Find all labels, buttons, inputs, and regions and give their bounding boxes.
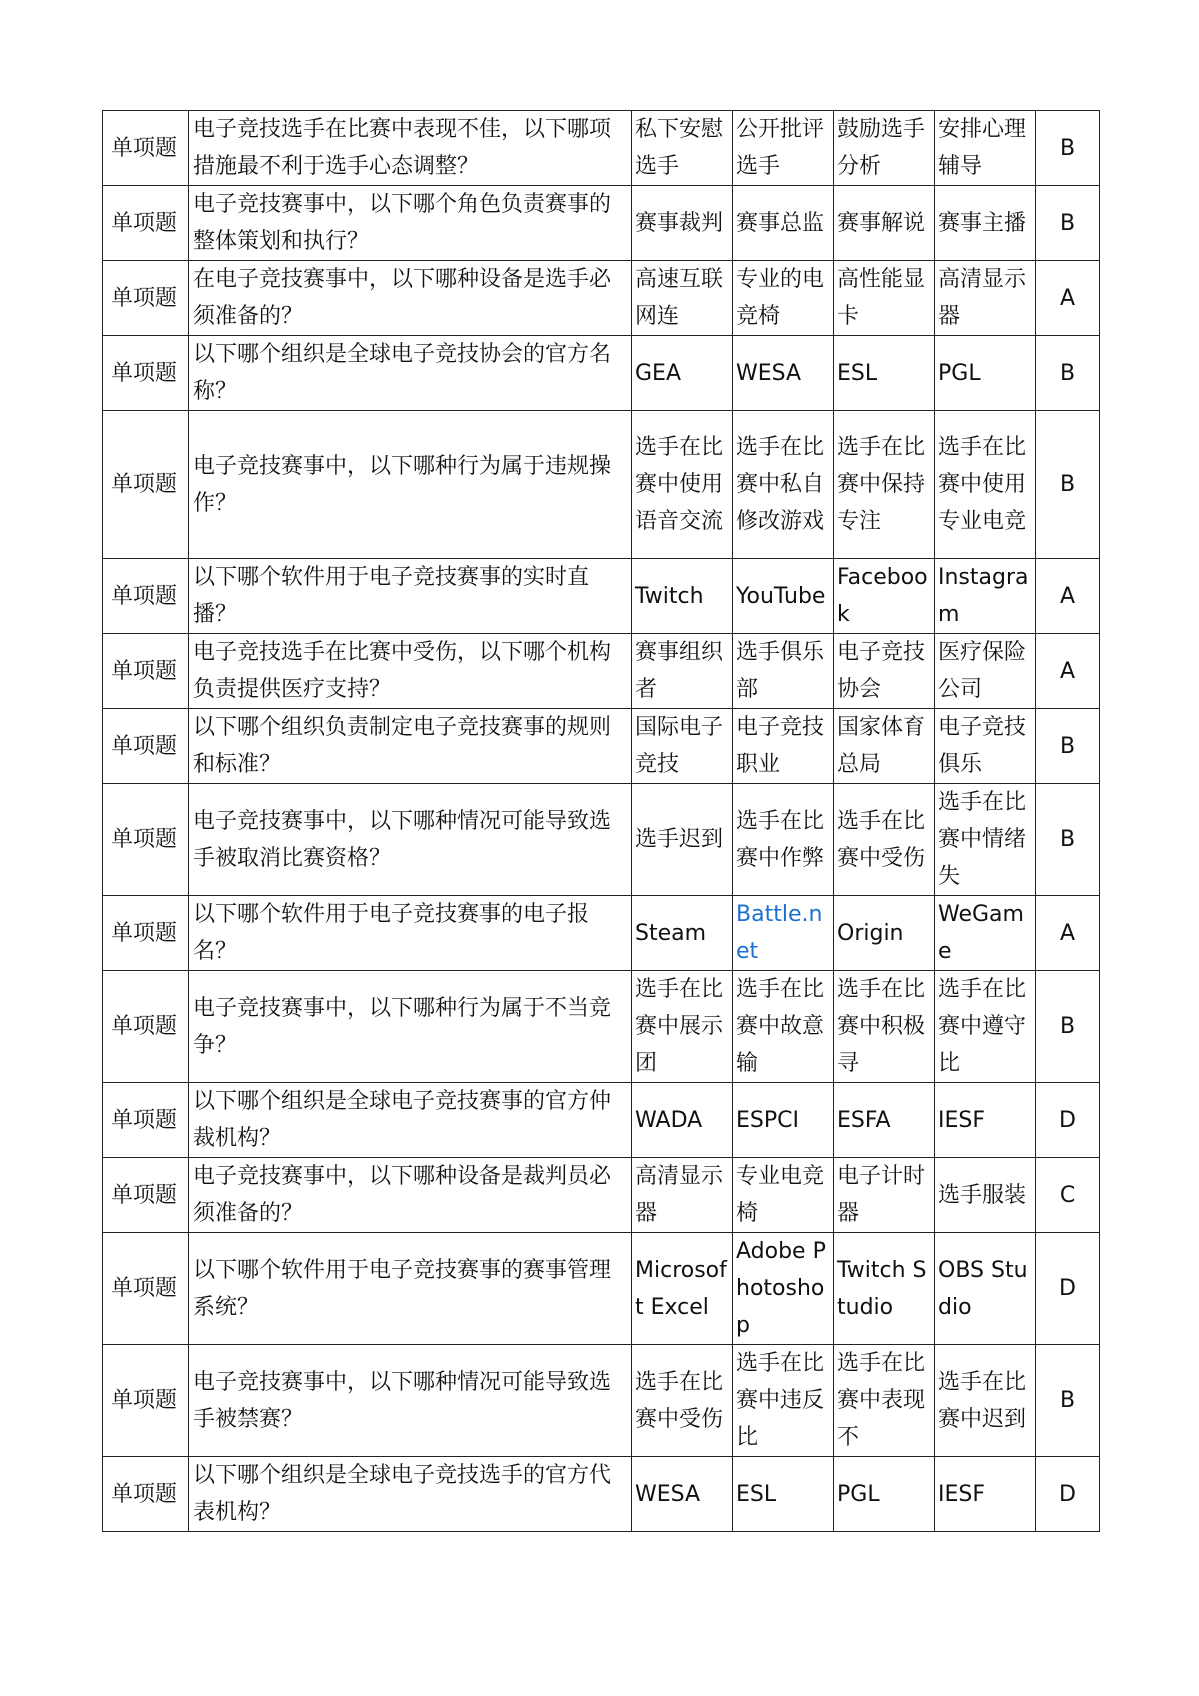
option-b: ESL: [733, 1457, 834, 1532]
answer-cell: A: [1036, 896, 1100, 971]
answer-cell: B: [1036, 709, 1100, 784]
table-row: [103, 971, 1100, 1083]
question-text: 在电子竞技赛事中，以下哪种设备是选手必须准备的？: [189, 261, 632, 336]
option-a: 选手在比赛中受伤: [632, 1345, 733, 1457]
option-d: 高清显示器: [935, 261, 1036, 336]
option-c: Origin: [834, 896, 935, 971]
table-row: [103, 1233, 1100, 1345]
option-d: 安排心理辅导: [935, 111, 1036, 186]
option-c: Facebook: [834, 559, 935, 634]
option-c: PGL: [834, 1457, 935, 1532]
answer-cell: A: [1036, 559, 1100, 634]
question-type: 单项题: [103, 336, 189, 411]
question-type: 单项题: [103, 111, 189, 186]
option-a: GEA: [632, 336, 733, 411]
option-a: Twitch: [632, 559, 733, 634]
table-row: [103, 709, 1100, 784]
answer-cell: D: [1036, 1083, 1100, 1158]
option-b: ESPCI: [733, 1083, 834, 1158]
table-row: [103, 411, 1100, 559]
option-b: WESA: [733, 336, 834, 411]
option-a: 赛事裁判: [632, 186, 733, 261]
option-c: 高性能显卡: [834, 261, 935, 336]
option-d: 选手在比赛中迟到: [935, 1345, 1036, 1457]
answer-cell: A: [1036, 261, 1100, 336]
option-a: Microsoft Excel: [632, 1233, 733, 1345]
option-a: 国际电子竞技: [632, 709, 733, 784]
option-c: 电子计时器: [834, 1158, 935, 1233]
question-type: 单项题: [103, 1345, 189, 1457]
question-table: [102, 110, 1100, 1532]
question-type: 单项题: [103, 1457, 189, 1532]
table-row: [103, 1345, 1100, 1457]
option-d: 赛事主播: [935, 186, 1036, 261]
option-d: 选手在比赛中情绪失: [935, 784, 1036, 896]
table-row: [103, 1158, 1100, 1233]
answer-cell: B: [1036, 111, 1100, 186]
option-a: 选手迟到: [632, 784, 733, 896]
option-c: 选手在比赛中表现不: [834, 1345, 935, 1457]
option-b: 专业的电竞椅: [733, 261, 834, 336]
option-b: 选手在比赛中违反比: [733, 1345, 834, 1457]
option-d: 选手在比赛中遵守比: [935, 971, 1036, 1083]
answer-cell: D: [1036, 1457, 1100, 1532]
option-c: 选手在比赛中受伤: [834, 784, 935, 896]
table-row: [103, 336, 1100, 411]
table-row: [103, 784, 1100, 896]
option-a: Steam: [632, 896, 733, 971]
option-c: ESL: [834, 336, 935, 411]
answer-cell: A: [1036, 634, 1100, 709]
option-c: 电子竞技协会: [834, 634, 935, 709]
question-text: 以下哪个软件用于电子竞技赛事的实时直播？: [189, 559, 632, 634]
table-row: [103, 186, 1100, 261]
option-a: 高速互联网连: [632, 261, 733, 336]
answer-cell: B: [1036, 186, 1100, 261]
question-type: 单项题: [103, 971, 189, 1083]
question-text: 电子竞技赛事中，以下哪种行为属于不当竞争？: [189, 971, 632, 1083]
question-type: 单项题: [103, 186, 189, 261]
question-text: 电子竞技选手在比赛中受伤，以下哪个机构负责提供医疗支持？: [189, 634, 632, 709]
option-b: 专业电竞椅: [733, 1158, 834, 1233]
option-b-link[interactable]: Battle.net: [733, 896, 834, 971]
table-row: [103, 1457, 1100, 1532]
option-a: 选手在比赛中使用语音交流: [632, 411, 733, 559]
option-a: 高清显示器: [632, 1158, 733, 1233]
option-a: WADA: [632, 1083, 733, 1158]
answer-cell: C: [1036, 1158, 1100, 1233]
question-text: 以下哪个软件用于电子竞技赛事的赛事管理系统？: [189, 1233, 632, 1345]
option-b: 选手在比赛中私自修改游戏: [733, 411, 834, 559]
option-b: YouTube: [733, 559, 834, 634]
question-type: 单项题: [103, 559, 189, 634]
question-text: 电子竞技赛事中，以下哪种情况可能导致选手被禁赛？: [189, 1345, 632, 1457]
question-type: 单项题: [103, 1233, 189, 1345]
question-type: 单项题: [103, 1083, 189, 1158]
question-text: 电子竞技选手在比赛中表现不佳，以下哪项措施最不利于选手心态调整？: [189, 111, 632, 186]
question-type: 单项题: [103, 784, 189, 896]
question-text: 电子竞技赛事中，以下哪个角色负责赛事的整体策划和执行？: [189, 186, 632, 261]
answer-cell: D: [1036, 1233, 1100, 1345]
answer-cell: B: [1036, 971, 1100, 1083]
option-d: Instagram: [935, 559, 1036, 634]
question-text: 电子竞技赛事中，以下哪种情况可能导致选手被取消比赛资格？: [189, 784, 632, 896]
option-d: IESF: [935, 1083, 1036, 1158]
answer-cell: B: [1036, 336, 1100, 411]
option-c: ESFA: [834, 1083, 935, 1158]
question-text: 以下哪个软件用于电子竞技赛事的电子报名？: [189, 896, 632, 971]
table-row: [103, 261, 1100, 336]
option-d: PGL: [935, 336, 1036, 411]
question-type: 单项题: [103, 896, 189, 971]
question-text: 以下哪个组织是全球电子竞技赛事的官方仲裁机构？: [189, 1083, 632, 1158]
answer-cell: B: [1036, 1345, 1100, 1457]
option-d: 选手服装: [935, 1158, 1036, 1233]
option-b: 赛事总监: [733, 186, 834, 261]
question-type: 单项题: [103, 411, 189, 559]
question-text: 电子竞技赛事中，以下哪种设备是裁判员必须准备的？: [189, 1158, 632, 1233]
question-type: 单项题: [103, 634, 189, 709]
question-text: 电子竞技赛事中，以下哪种行为属于违规操作？: [189, 411, 632, 559]
option-b: Adobe Photoshop: [733, 1233, 834, 1345]
question-type: 单项题: [103, 1158, 189, 1233]
option-d: 选手在比赛中使用专业电竞: [935, 411, 1036, 559]
table-row: [103, 634, 1100, 709]
table-row: [103, 111, 1100, 186]
option-c: 赛事解说: [834, 186, 935, 261]
option-a: 赛事组织者: [632, 634, 733, 709]
option-c: 选手在比赛中保持专注: [834, 411, 935, 559]
option-a: WESA: [632, 1457, 733, 1532]
question-text: 以下哪个组织是全球电子竞技协会的官方名称？: [189, 336, 632, 411]
question-type: 单项题: [103, 261, 189, 336]
table-row: [103, 896, 1100, 971]
option-d: IESF: [935, 1457, 1036, 1532]
option-b: 电子竞技职业: [733, 709, 834, 784]
option-d: 医疗保险公司: [935, 634, 1036, 709]
table-row: [103, 1083, 1100, 1158]
option-d: OBS Studio: [935, 1233, 1036, 1345]
option-d: 电子竞技俱乐: [935, 709, 1036, 784]
option-b: 选手在比赛中作弊: [733, 784, 834, 896]
option-b: 选手在比赛中故意输: [733, 971, 834, 1083]
question-text: 以下哪个组织负责制定电子竞技赛事的规则和标准？: [189, 709, 632, 784]
answer-cell: B: [1036, 784, 1100, 896]
option-c: 国家体育总局: [834, 709, 935, 784]
answer-cell: B: [1036, 411, 1100, 559]
option-c: 鼓励选手分析: [834, 111, 935, 186]
option-b: 公开批评选手: [733, 111, 834, 186]
table-row: [103, 559, 1100, 634]
option-a: 私下安慰选手: [632, 111, 733, 186]
option-b: 选手俱乐部: [733, 634, 834, 709]
option-a: 选手在比赛中展示团: [632, 971, 733, 1083]
question-text: 以下哪个组织是全球电子竞技选手的官方代表机构？: [189, 1457, 632, 1532]
option-c: 选手在比赛中积极寻: [834, 971, 935, 1083]
option-d: WeGame: [935, 896, 1036, 971]
option-c: Twitch Studio: [834, 1233, 935, 1345]
question-type: 单项题: [103, 709, 189, 784]
